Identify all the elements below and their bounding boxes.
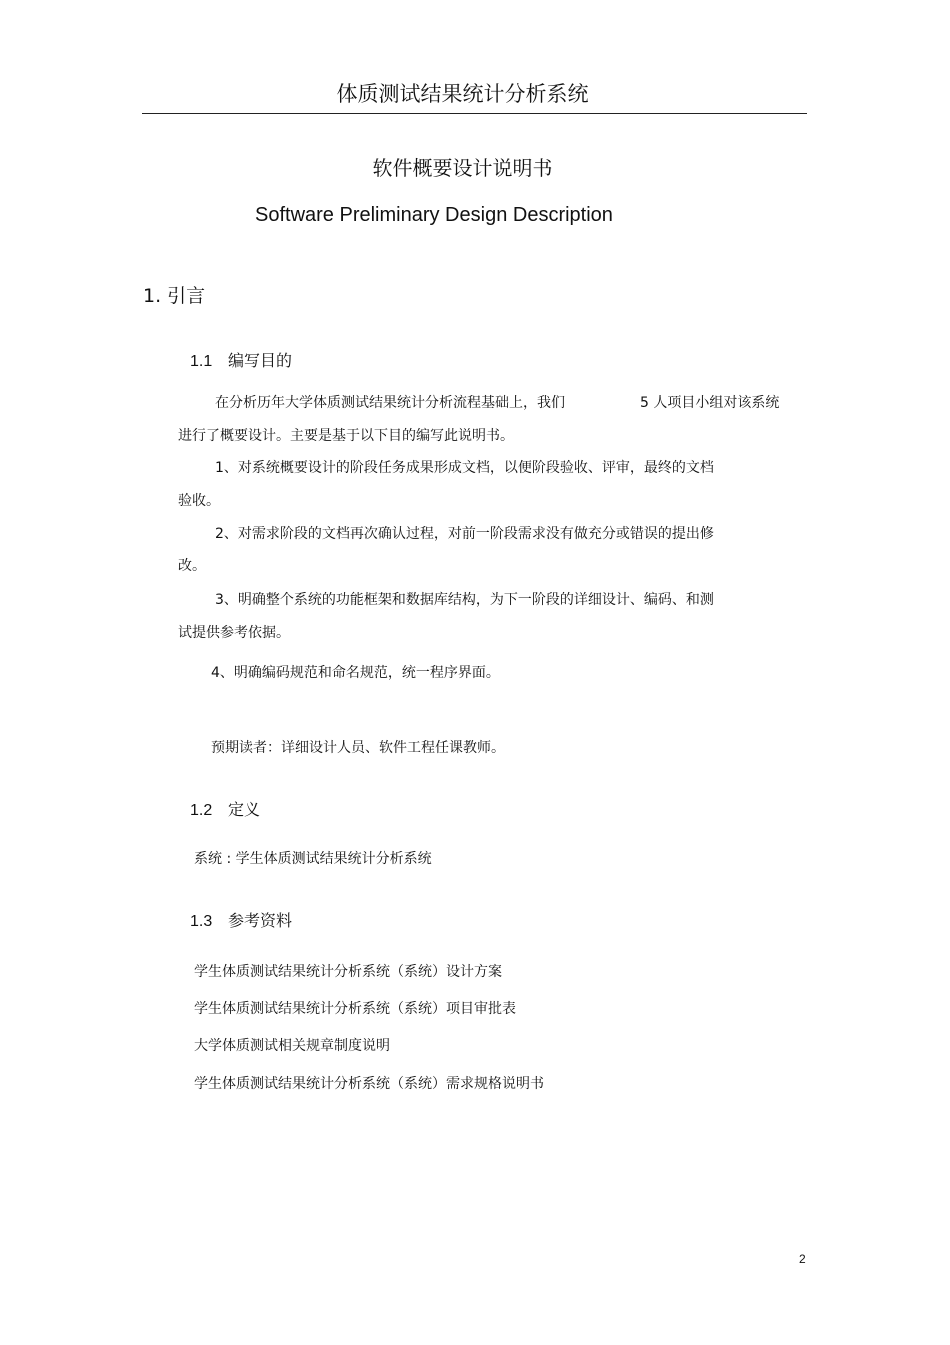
purpose-item-3-line-1: 3、明确整个系统的功能框架和数据库结构，为下一阶段的详细设计、编码、和测 <box>215 592 714 608</box>
purpose-item-1-line-2: 验收。 <box>178 493 220 509</box>
reference-item: 学生体质测试结果统计分析系统（系统）需求规格说明书 <box>194 1076 544 1092</box>
definition-system: 系统 : 学生体质测试结果统计分析系统 <box>194 851 432 867</box>
section-1-3-number: 1.3 <box>190 913 213 930</box>
section-1-2-heading <box>190 797 260 820</box>
purpose-item-4: 4、明确编码规范和命名规范，统一程序界面。 <box>211 665 500 681</box>
reference-item: 学生体质测试结果统计分析系统（系统）设计方案 <box>194 964 502 980</box>
intended-readers: 预期读者：详细设计人员、软件工程任课教师。 <box>211 740 505 756</box>
intro-line-1-part-b: 5 人项目小组对该系统 <box>640 395 780 411</box>
reference-item: 大学体质测试相关规章制度说明 <box>194 1038 390 1054</box>
section-1-2-title: 定义 <box>228 800 261 819</box>
reference-item: 学生体质测试结果统计分析系统（系统）项目审批表 <box>194 1001 516 1017</box>
section-1-1-number: 1.1 <box>190 353 213 370</box>
intro-line-2: 进行了概要设计。主要是基于以下目的编写此说明书。 <box>178 428 514 444</box>
section-1-1-heading <box>190 348 292 371</box>
header-divider <box>142 113 807 114</box>
section-1-3-title: 参考资料 <box>228 911 293 930</box>
section-1-3-heading <box>190 908 292 931</box>
purpose-item-3-line-2: 试提供参考依据。 <box>178 625 290 641</box>
purpose-item-2-line-1: 2、对需求阶段的文档再次确认过程，对前一阶段需求没有做充分或错误的提出修 <box>215 526 714 542</box>
document-title: 软件概要设计说明书 <box>372 156 553 180</box>
purpose-item-1-line-1: 1、对系统概要设计的阶段任务成果形成文档，以便阶段验收、评审，最终的文档 <box>215 460 714 476</box>
section-1-2-number: 1.2 <box>190 802 213 819</box>
section-1-heading: 1. 引言 <box>143 285 206 307</box>
document-subtitle: Software Preliminary Design Description <box>255 204 613 226</box>
section-1-1-title: 编写目的 <box>228 351 293 370</box>
running-header-title: 体质测试结果统计分析系统 <box>336 82 589 106</box>
purpose-item-2-line-2: 改。 <box>178 558 206 574</box>
page-number: 2 <box>799 1252 806 1266</box>
intro-line-1-part-a: 在分析历年大学体质测试结果统计分析流程基础上，我们 <box>215 395 565 411</box>
